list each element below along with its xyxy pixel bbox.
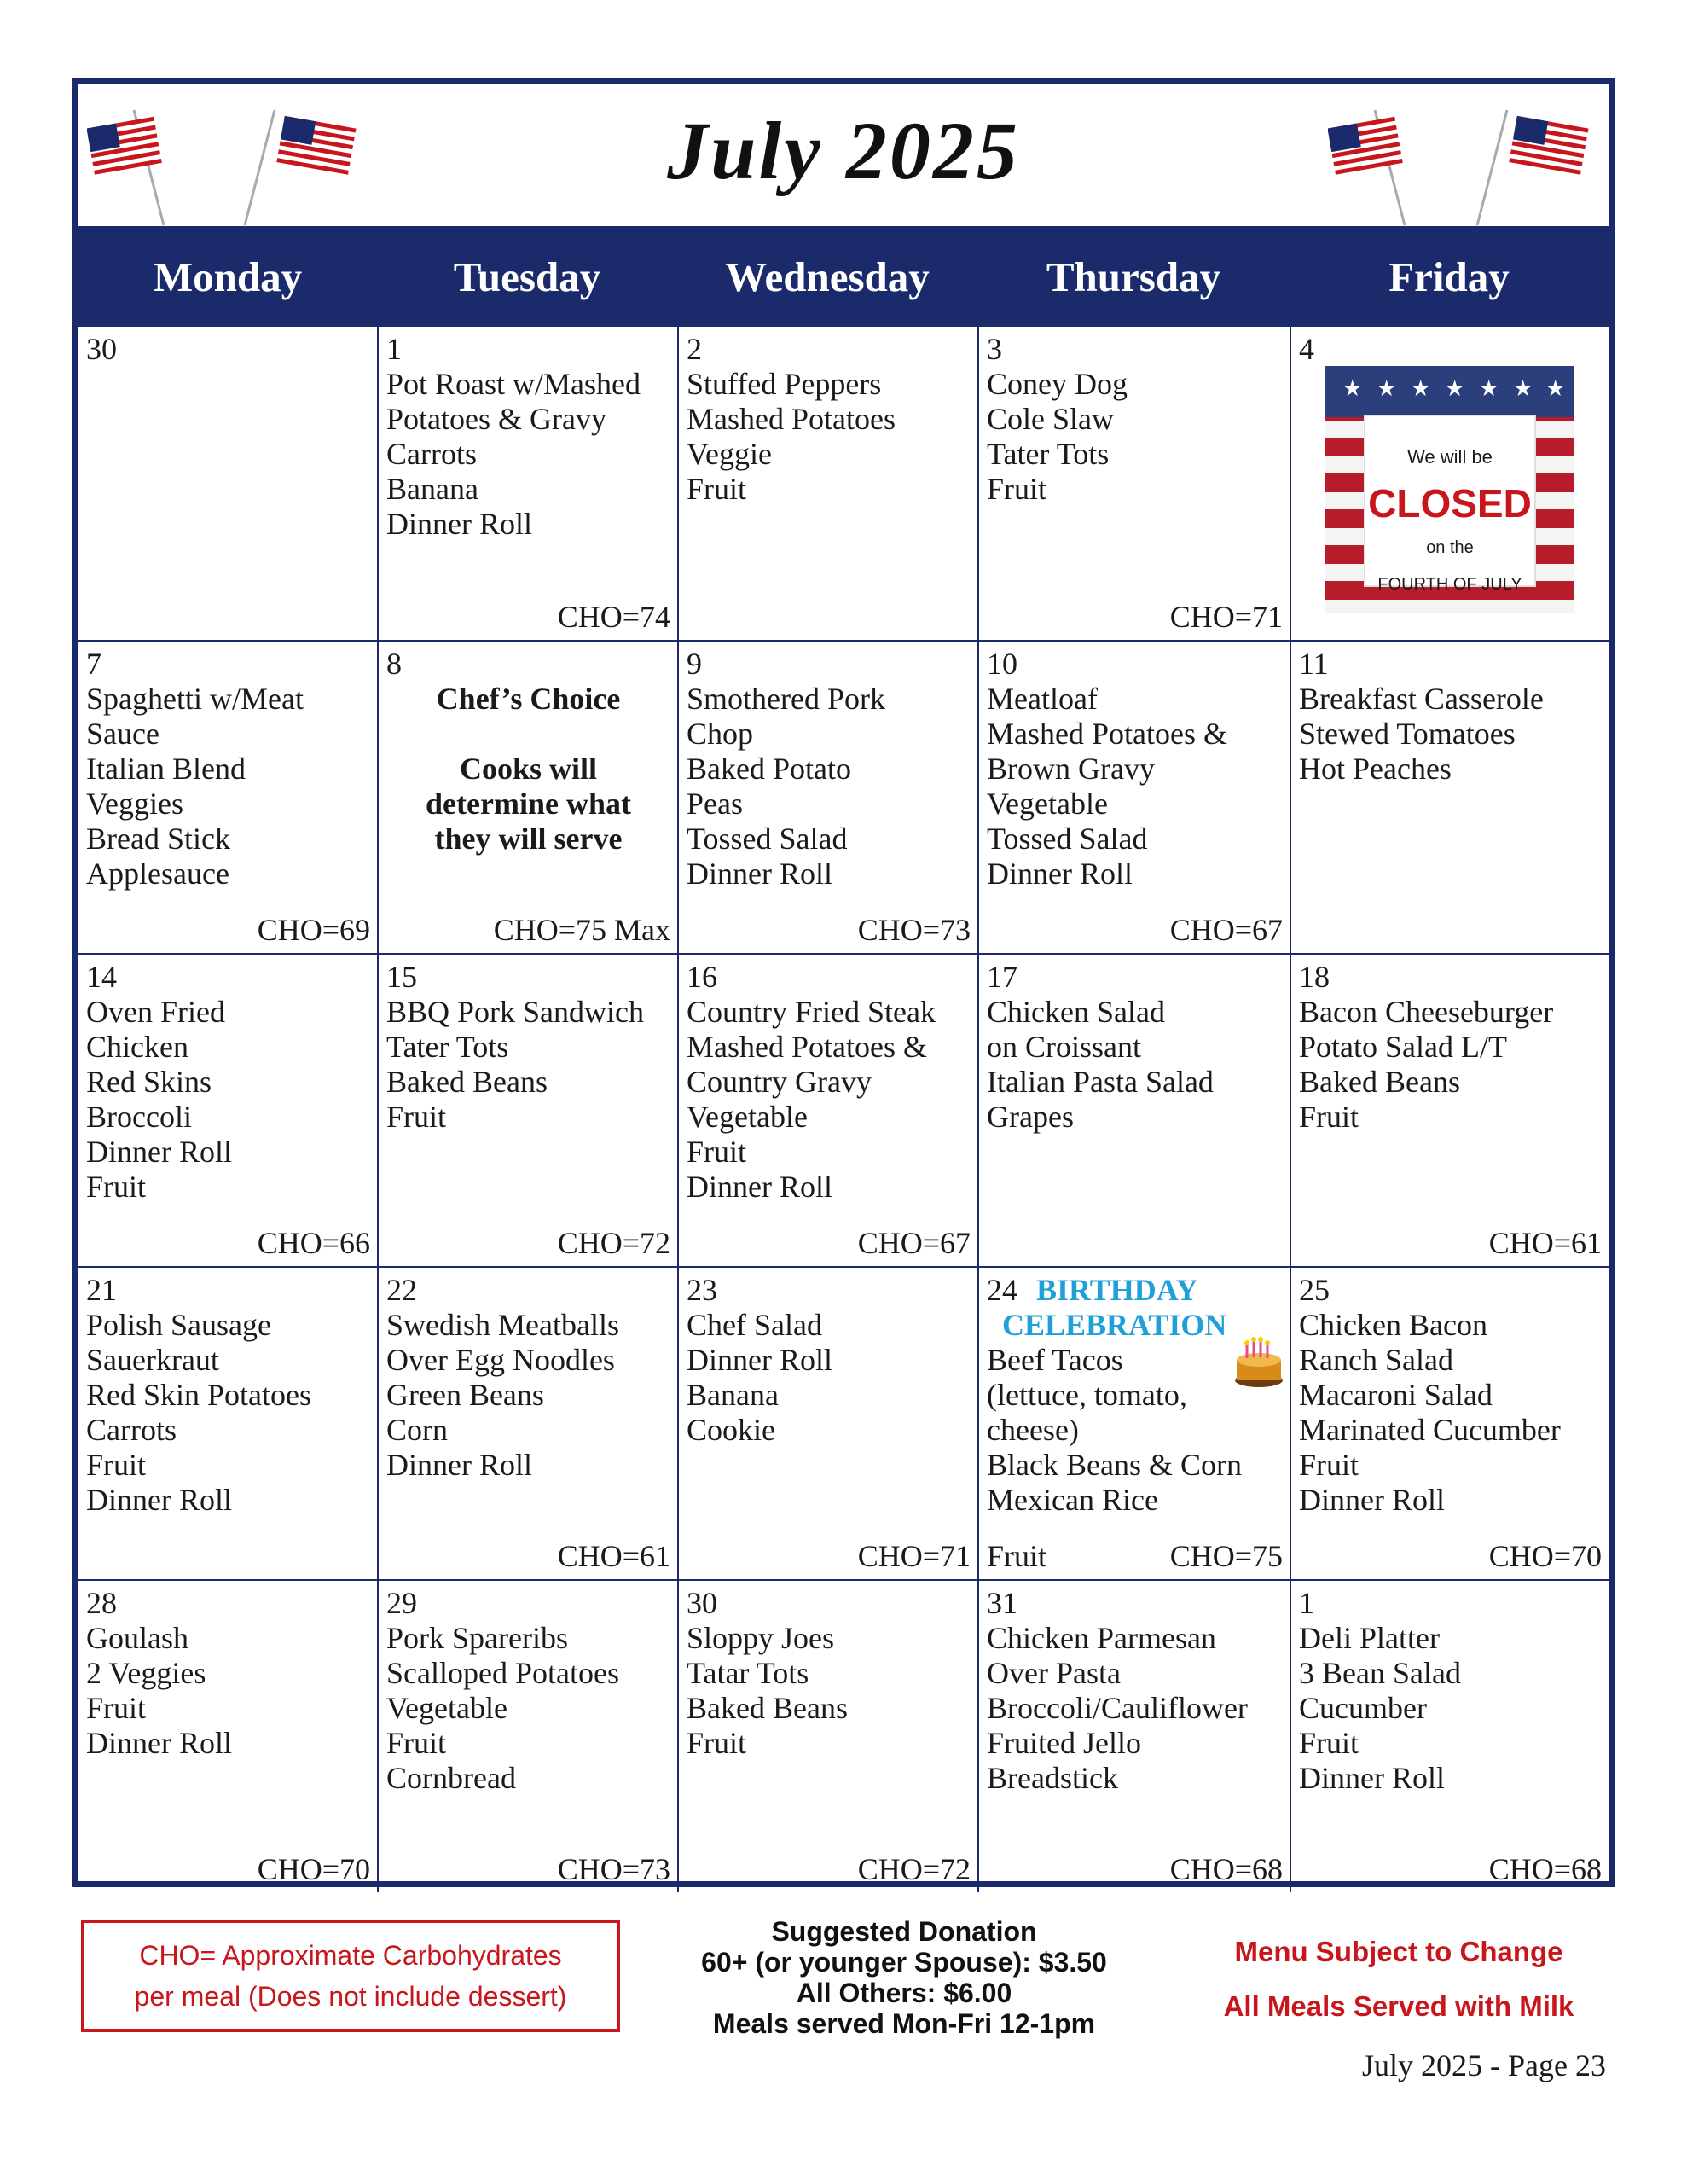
carb-count: CHO=67 <box>1169 913 1283 947</box>
menu-item: Oven Fried <box>86 995 225 1029</box>
menu-item: Chicken Salad <box>987 995 1165 1029</box>
menu-item: Tatar Tots <box>687 1656 809 1690</box>
menu-item: Dinner Roll <box>687 1170 832 1204</box>
svg-text:★: ★ <box>1411 376 1431 401</box>
day-number: 25 <box>1299 1273 1330 1307</box>
calendar <box>72 78 1615 1887</box>
carb-count: CHO=72 <box>557 1226 670 1260</box>
day-number: 24 <box>987 1273 1017 1307</box>
day-number: 16 <box>687 960 717 994</box>
menu-item: Carrots <box>86 1413 177 1447</box>
menu-item: Broccoli <box>86 1100 192 1134</box>
menu-item: Fruit <box>86 1448 147 1482</box>
menu-item: Veggies <box>86 787 183 821</box>
day-number: 23 <box>687 1273 717 1307</box>
carb-count: CHO=68 <box>1488 1852 1602 1886</box>
menu-item: Goulash <box>86 1621 188 1655</box>
menu-item: Red Skins <box>86 1065 212 1099</box>
menu-item: Dinner Roll <box>86 1483 232 1517</box>
menu-item: Baked Beans <box>687 1691 848 1725</box>
carb-count: CHO=73 <box>557 1852 670 1886</box>
closed-sign-headline: CLOSED <box>1368 481 1532 526</box>
closed-fourth-of-july-sign <box>1325 366 1574 613</box>
day-cell <box>677 642 977 953</box>
menu-item: Cookie <box>687 1413 775 1447</box>
chefs-choice-note <box>386 752 670 857</box>
menu-item: Mashed Potatoes <box>687 402 896 436</box>
day-number: 21 <box>86 1273 117 1307</box>
day-number: 10 <box>987 647 1017 681</box>
menu-item: Vegetable <box>386 1691 507 1725</box>
weekday-friday: Friday <box>1388 253 1510 300</box>
menu-item: Mashed Potatoes & <box>687 1030 927 1064</box>
menu-item: Sauerkraut <box>86 1343 219 1377</box>
day-cell <box>78 1268 377 1579</box>
menu-item: Vegetable <box>687 1100 808 1134</box>
week-row <box>78 1266 1609 1579</box>
menu-item: on Croissant <box>987 1030 1142 1064</box>
day-number: 15 <box>386 960 417 994</box>
menu-item: Dinner Roll <box>687 1343 832 1377</box>
menu-item: Cornbread <box>386 1761 516 1795</box>
menu-item: Baked Beans <box>1299 1065 1460 1099</box>
menu-item: Dinner Roll <box>1299 1483 1445 1517</box>
carb-count: CHO=74 <box>557 600 670 634</box>
chefs-choice-line: Cooks will <box>459 752 598 786</box>
menu-item: Over Pasta <box>987 1656 1121 1690</box>
carb-count: CHO=75 Max <box>493 913 670 947</box>
weekday-wednesday: Wednesday <box>725 253 930 300</box>
menu-item: Pot Roast w/Mashed <box>386 367 641 401</box>
day-cell <box>377 1581 677 1892</box>
cho-note <box>81 1920 620 2032</box>
menu-note: Menu Subject to Change <box>1234 1936 1563 1967</box>
menu-item: Italian Pasta Salad <box>987 1065 1214 1099</box>
menu-item: Tossed Salad <box>987 822 1148 856</box>
menu-item: Red Skin Potatoes <box>86 1378 312 1412</box>
menu-item: Fruit <box>687 1726 747 1760</box>
day-cell <box>1290 1581 1609 1892</box>
menu-item: Marinated Cucumber <box>1299 1413 1561 1447</box>
menu-item: Italian Blend <box>86 752 246 786</box>
day-cell <box>977 1268 1290 1579</box>
menu-item: 3 Bean Salad <box>1299 1656 1461 1690</box>
day-number: 18 <box>1299 960 1330 994</box>
cho-note-line: CHO= Approximate Carbohydrates <box>139 1940 562 1971</box>
menu-item: Dinner Roll <box>987 857 1133 891</box>
calendar-grid <box>78 327 1609 1892</box>
menu-item: Dinner Roll <box>1299 1761 1445 1795</box>
menu-item: Stuffed Peppers <box>687 367 882 401</box>
menu-item: Breakfast Casserole <box>1299 682 1544 716</box>
menu-item: Pork Spareribs <box>386 1621 568 1655</box>
menu-item: Tossed Salad <box>687 822 848 856</box>
day-cell <box>677 327 977 640</box>
menu-item: Fruit <box>987 472 1047 506</box>
menu-item: Hot Peaches <box>1299 752 1452 786</box>
day-cell <box>1290 1268 1609 1579</box>
title-band <box>78 84 1609 226</box>
menu-item: (lettuce, tomato, <box>987 1378 1187 1412</box>
day-number: 29 <box>386 1586 417 1620</box>
closed-sign-line: We will be <box>1407 446 1493 468</box>
menu-item: Chicken Bacon <box>1299 1308 1487 1342</box>
menu-item: Broccoli/Cauliflower <box>987 1691 1248 1725</box>
day-number: 31 <box>987 1586 1017 1620</box>
menu-item: Dinner Roll <box>86 1135 232 1169</box>
menu-item: Country Gravy <box>687 1065 872 1099</box>
carb-count: CHO=61 <box>1488 1226 1602 1260</box>
menu-item: Banana <box>386 472 478 506</box>
day-cell <box>1290 642 1609 953</box>
menu-item: Brown Gravy <box>987 752 1155 786</box>
menu-item: Stewed Tomatoes <box>1299 717 1516 751</box>
menu-item: Bread Stick <box>86 822 230 856</box>
day-cell <box>977 1581 1290 1892</box>
menu-item: Fruit <box>987 1539 1047 1573</box>
carb-count: CHO=68 <box>1169 1852 1283 1886</box>
carb-count: CHO=70 <box>257 1852 370 1886</box>
menu-item: Fruit <box>386 1726 447 1760</box>
menu-item: Cucumber <box>1299 1691 1427 1725</box>
menu-item: Smothered Pork <box>687 682 885 716</box>
chefs-choice-line: they will serve <box>434 822 623 856</box>
donation-title: Suggested Donation <box>771 1916 1037 1947</box>
day-cell <box>977 955 1290 1266</box>
menu-item: Fruit <box>86 1691 147 1725</box>
birthday-subtitle: CELEBRATION <box>1002 1308 1227 1342</box>
menu-item: Peas <box>687 787 743 821</box>
birthday-cake-icon <box>1232 1334 1286 1389</box>
menu-item: Over Egg Noodles <box>386 1343 615 1377</box>
day-cell <box>977 642 1290 953</box>
menu-item: Fruited Jello <box>987 1726 1141 1760</box>
carb-count: CHO=69 <box>257 913 370 947</box>
menu-item: Mashed Potatoes & <box>987 717 1227 751</box>
calendar-title: July 2025 <box>667 105 1020 196</box>
carb-count: CHO=71 <box>857 1539 971 1573</box>
closed-sign-text <box>1365 415 1535 594</box>
menu-item: BBQ Pork Sandwich <box>386 995 645 1029</box>
carb-count: CHO=75 <box>1169 1539 1283 1573</box>
page-number: July 2025 - Page 23 <box>1362 2048 1606 2082</box>
day-number: 9 <box>687 647 702 681</box>
menu-item: Vegetable <box>987 787 1108 821</box>
week-row <box>78 327 1609 640</box>
menu-item: Spaghetti w/Meat <box>86 682 304 716</box>
american-flag-icon <box>1460 102 1605 229</box>
menu-item: Potatoes & Gravy <box>386 402 606 436</box>
carb-count: CHO=67 <box>857 1226 971 1260</box>
day-cell <box>377 642 677 953</box>
menu-item: Tater Tots <box>987 437 1110 471</box>
day-number: 1 <box>1299 1586 1314 1620</box>
carb-count: CHO=61 <box>557 1539 670 1573</box>
week-row <box>78 953 1609 1266</box>
day-number: 28 <box>86 1586 117 1620</box>
menu-item: Chicken <box>86 1030 188 1064</box>
day-cell <box>78 642 377 953</box>
menu-item: Sauce <box>86 717 159 751</box>
menu-item: Fruit <box>1299 1726 1359 1760</box>
menu-item: Applesauce <box>86 857 229 891</box>
menu-item: Polish Sausage <box>86 1308 272 1342</box>
menu-item: Dinner Roll <box>687 857 832 891</box>
menu-item: Chicken Parmesan <box>987 1621 1216 1655</box>
menu-item: Banana <box>687 1378 779 1412</box>
menu-item: Green Beans <box>386 1378 544 1412</box>
american-flag-icon <box>1328 102 1473 229</box>
day-number: 1 <box>386 332 402 366</box>
menu-item: Fruit <box>1299 1100 1359 1134</box>
menu-item: Fruit <box>1299 1448 1359 1482</box>
day-cell <box>1290 955 1609 1266</box>
donation-line: 60+ (or younger Spouse): $3.50 <box>701 1947 1107 1978</box>
menu-item: Breadstick <box>987 1761 1118 1795</box>
menu-item: Cole Slaw <box>987 402 1114 436</box>
day-number: 14 <box>86 960 117 994</box>
menu-item: Scalloped Potatoes <box>386 1656 619 1690</box>
menu-item: Grapes <box>987 1100 1074 1134</box>
menu-notes <box>1177 1925 1620 2034</box>
donation-line: All Others: $6.00 <box>796 1978 1012 2008</box>
menu-item: Baked Potato <box>687 752 851 786</box>
menu-item: cheese) <box>987 1413 1079 1447</box>
menu-item: Baked Beans <box>386 1065 548 1099</box>
weekday-tuesday: Tuesday <box>453 253 601 300</box>
svg-text:★: ★ <box>1513 376 1533 401</box>
menu-item: Beef Tacos <box>987 1343 1123 1377</box>
day-cell <box>677 1581 977 1892</box>
day-number: 2 <box>687 332 702 366</box>
week-row <box>78 640 1609 953</box>
menu-item: Carrots <box>386 437 477 471</box>
day-cell <box>78 327 377 640</box>
chefs-choice-line: determine what <box>426 787 631 821</box>
day-number: 3 <box>987 332 1002 366</box>
day-number: 22 <box>386 1273 417 1307</box>
menu-item: Country Fried Steak <box>687 995 936 1029</box>
day-number: 8 <box>386 647 402 681</box>
menu-note: All Meals Served with Milk <box>1223 1990 1574 2022</box>
svg-text:★: ★ <box>1545 376 1566 401</box>
menu-item: 2 Veggies <box>86 1656 206 1690</box>
donation-line: Meals served Mon-Fri 12-1pm <box>712 2008 1096 2039</box>
chefs-choice-title: Chef’s Choice <box>436 682 621 716</box>
day-cell <box>78 955 377 1266</box>
svg-text:★: ★ <box>1342 376 1363 401</box>
menu-item: Mexican Rice <box>987 1483 1158 1517</box>
menu-item: Fruit <box>86 1170 147 1204</box>
carb-count: CHO=73 <box>857 913 971 947</box>
carb-count: CHO=70 <box>1488 1539 1602 1573</box>
day-number: 11 <box>1299 647 1329 681</box>
menu-item: Deli Platter <box>1299 1621 1440 1655</box>
menu-item: Tater Tots <box>386 1030 509 1064</box>
weekday-thursday: Thursday <box>1046 253 1221 300</box>
menu-item: Potato Salad L/T <box>1299 1030 1507 1064</box>
day-number: 30 <box>687 1586 717 1620</box>
menu-item: Coney Dog <box>987 367 1128 401</box>
day-number: 4 <box>1299 332 1314 366</box>
day-number: 30 <box>86 332 117 366</box>
menu-item: Fruit <box>386 1100 447 1134</box>
svg-text:★: ★ <box>1377 376 1397 401</box>
day-cell <box>377 327 677 640</box>
suggested-donation <box>648 1916 1160 2039</box>
menu-item: Dinner Roll <box>86 1726 232 1760</box>
menu-item: Black Beans & Corn <box>987 1448 1242 1482</box>
menu-item: Meatloaf <box>987 682 1098 716</box>
day-cell <box>78 1581 377 1892</box>
menu-item: Chef Salad <box>687 1308 822 1342</box>
day-cell <box>1290 327 1609 640</box>
day-cell <box>677 1268 977 1579</box>
menu-item: Macaroni Salad <box>1299 1378 1493 1412</box>
menu-item: Dinner Roll <box>386 1448 532 1482</box>
week-row <box>78 1579 1609 1892</box>
menu-item: Veggie <box>687 437 772 471</box>
birthday-title: BIRTHDAY <box>1036 1273 1198 1307</box>
menu-item: Fruit <box>687 1135 747 1169</box>
weekday-header <box>78 226 1609 327</box>
carb-count: CHO=72 <box>857 1852 971 1886</box>
menu-item: Sloppy Joes <box>687 1621 835 1655</box>
closed-sign-line: on the <box>1426 538 1474 557</box>
svg-text:★: ★ <box>1445 376 1465 401</box>
menu-item: Ranch Salad <box>1299 1343 1453 1377</box>
weekday-monday: Monday <box>153 253 303 300</box>
menu-item: Chop <box>687 717 754 751</box>
carb-count: CHO=66 <box>257 1226 370 1260</box>
menu-item: Corn <box>386 1413 448 1447</box>
day-cell <box>977 327 1290 640</box>
day-number: 17 <box>987 960 1017 994</box>
carb-count: CHO=71 <box>1169 600 1283 634</box>
day-cell <box>377 1268 677 1579</box>
svg-text:★: ★ <box>1479 376 1499 401</box>
day-number: 7 <box>86 647 101 681</box>
day-cell <box>677 955 977 1266</box>
closed-sign-line: FOURTH OF JULY <box>1377 575 1522 594</box>
cho-note-line: per meal (Does not include dessert) <box>134 1981 567 2012</box>
menu-item: Fruit <box>687 472 747 506</box>
day-cell <box>377 955 677 1266</box>
menu-item: Swedish Meatballs <box>386 1308 619 1342</box>
menu-item: Bacon Cheeseburger <box>1299 995 1554 1029</box>
menu-item: Dinner Roll <box>386 507 532 541</box>
